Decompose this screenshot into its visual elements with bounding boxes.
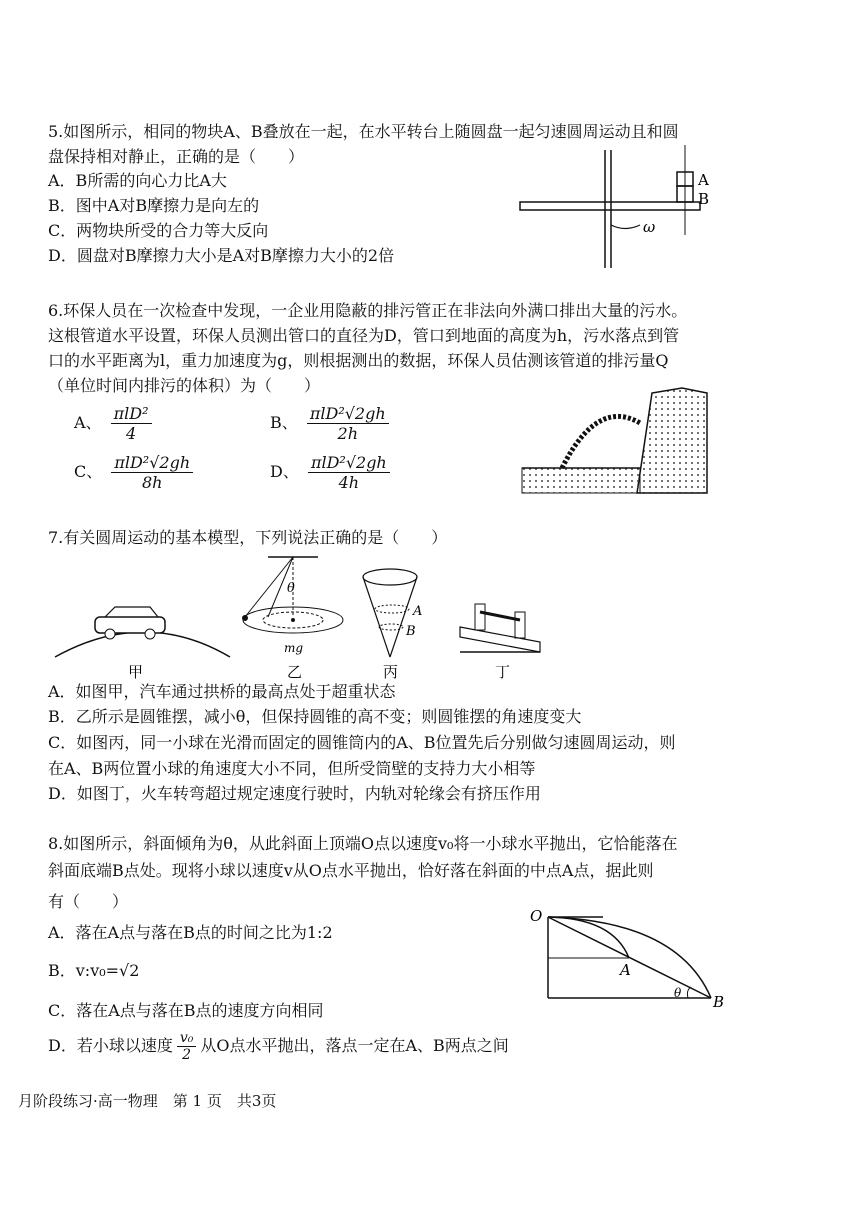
q8-stem-line1: 8.如图所示，斜面倾角为θ，从此斜面上顶端O点以速度v₀将一小球水平抛出，它恰能落在 <box>48 834 678 853</box>
q5-omega: ω <box>643 218 656 236</box>
q7-option-c-line2: 在A、B两位置小球的角速度大小不同，但所受筒壁的支持力大小相等 <box>48 759 536 778</box>
q7-option-c-line1: C．如图丙，同一小球在光滑而固定的圆锥筒内的A、B位置先后分别做匀速圆周运动，则 <box>48 733 676 752</box>
q7-theta: θ <box>287 581 295 596</box>
q8-incline-figure <box>528 903 728 1011</box>
q6-c-num: πlD²√2gh <box>111 453 193 473</box>
q6-option-d-label: D、 <box>270 462 299 481</box>
q6-stem-line3: 口的水平距离为l，重力加速度为g，则根据测出的数据，环保人员估测该管道的排污量Q <box>48 351 669 370</box>
q6-option-b <box>270 404 393 443</box>
q6-a-den: 4 <box>126 424 137 443</box>
q8-label-o: O <box>530 907 543 925</box>
q8-option-c: C．落在A点与落在B点的速度方向相同 <box>48 1001 324 1020</box>
q5-turntable-figure <box>515 140 735 270</box>
q5-option-a: A．B所需的向心力比A大 <box>48 171 227 190</box>
q8-theta: θ <box>674 986 682 1000</box>
q8-label-a: A <box>620 961 631 979</box>
q5-option-c: C．两物块所受的合力等大反向 <box>48 221 269 240</box>
q6-pipe-figure <box>522 383 712 498</box>
q7-label-bing: 丙 <box>383 663 399 681</box>
q7-stem: 7.有关圆周运动的基本模型，下列说法正确的是（ ） <box>48 528 448 547</box>
q6-b-num: πlD²√2gh <box>307 404 389 424</box>
q5-stem-line2: 盘保持相对静止，正确的是（ ） <box>48 147 305 166</box>
q8-option-d-tail: 从O点水平抛出，落点一定在A、B两点之间 <box>200 1036 509 1055</box>
q7-label-b: B <box>406 624 416 639</box>
q6-a-num: πlD² <box>111 404 152 424</box>
q8-stem-line3: 有（ ） <box>48 892 129 911</box>
q8-option-a: A．落在A点与落在B点的时间之比为1:2 <box>48 923 333 942</box>
q5-stem-line1: 5.如图所示，相同的物块A、B叠放在一起，在水平转台上随圆盘一起匀速圆周运动且和圆 <box>48 122 679 141</box>
q6-option-c-label: C、 <box>74 462 103 481</box>
q6-option-c <box>74 453 197 492</box>
q7-figures <box>50 552 550 682</box>
page-footer: 月阶段练习·高一物理 第 1 页 共3页 <box>18 1092 277 1110</box>
q8-label-b: B <box>713 993 725 1011</box>
q6-option-a-label: A、 <box>74 413 102 432</box>
q8-option-d <box>48 1030 509 1063</box>
q6-b-den: 2h <box>337 424 358 443</box>
q6-stem-line1: 6.环保人员在一次检查中发现，一企业用隐蔽的排污管正在非法向外满口排出大量的污水。 <box>48 301 688 320</box>
q6-option-d <box>270 453 394 492</box>
q6-c-den: 8h <box>142 473 163 492</box>
q7-option-a: A．如图甲，汽车通过拱桥的最高点处于超重状态 <box>48 682 396 701</box>
q8-d-frac-num: v₀ <box>177 1030 197 1047</box>
q7-option-b: B．乙所示是圆锥摆，减小θ，但保持圆锥的高不变；则圆锥摆的角速度变大 <box>48 707 582 726</box>
q8-option-b: B．v:v₀=√2 <box>48 961 140 980</box>
q5-option-d: D．圆盘对B摩擦力大小是A对B摩擦力大小的2倍 <box>48 246 395 265</box>
q5-option-b: B．图中A对B摩擦力是向左的 <box>48 196 260 215</box>
q5-label-a: A <box>698 171 709 189</box>
q7-label-yi: 乙 <box>287 663 303 681</box>
q6-stem-line2: 这根管道水平设置，环保人员测出管口的直径为D，管口到地面的高度为h，污水落点到管 <box>48 326 680 345</box>
q8-option-d-head: D．若小球以速度 <box>48 1036 173 1055</box>
q6-option-b-label: B、 <box>270 413 298 432</box>
q8-stem-line2: 斜面底端B点处。现将小球以速度v从O点水平抛出，恰好落在斜面的中点A点，据此则 <box>48 861 654 880</box>
q6-option-a <box>74 404 156 443</box>
q7-option-d: D．如图丁，火车转弯超过规定速度行驶时，内轨对轮缘会有挤压作用 <box>48 784 541 803</box>
q7-label-ding: 丁 <box>495 663 511 681</box>
q7-label-jia: 甲 <box>128 663 144 681</box>
q7-label-a: A <box>413 604 423 619</box>
q6-d-den: 4h <box>338 473 360 492</box>
q5-label-b: B <box>698 190 710 208</box>
q7-mg: mg <box>284 641 304 655</box>
q6-d-num: πlD²√2gh <box>308 453 390 473</box>
q6-stem-line4: （单位时间内排污的体积）为（ ） <box>48 376 321 395</box>
q8-d-frac-den: 2 <box>182 1047 192 1063</box>
